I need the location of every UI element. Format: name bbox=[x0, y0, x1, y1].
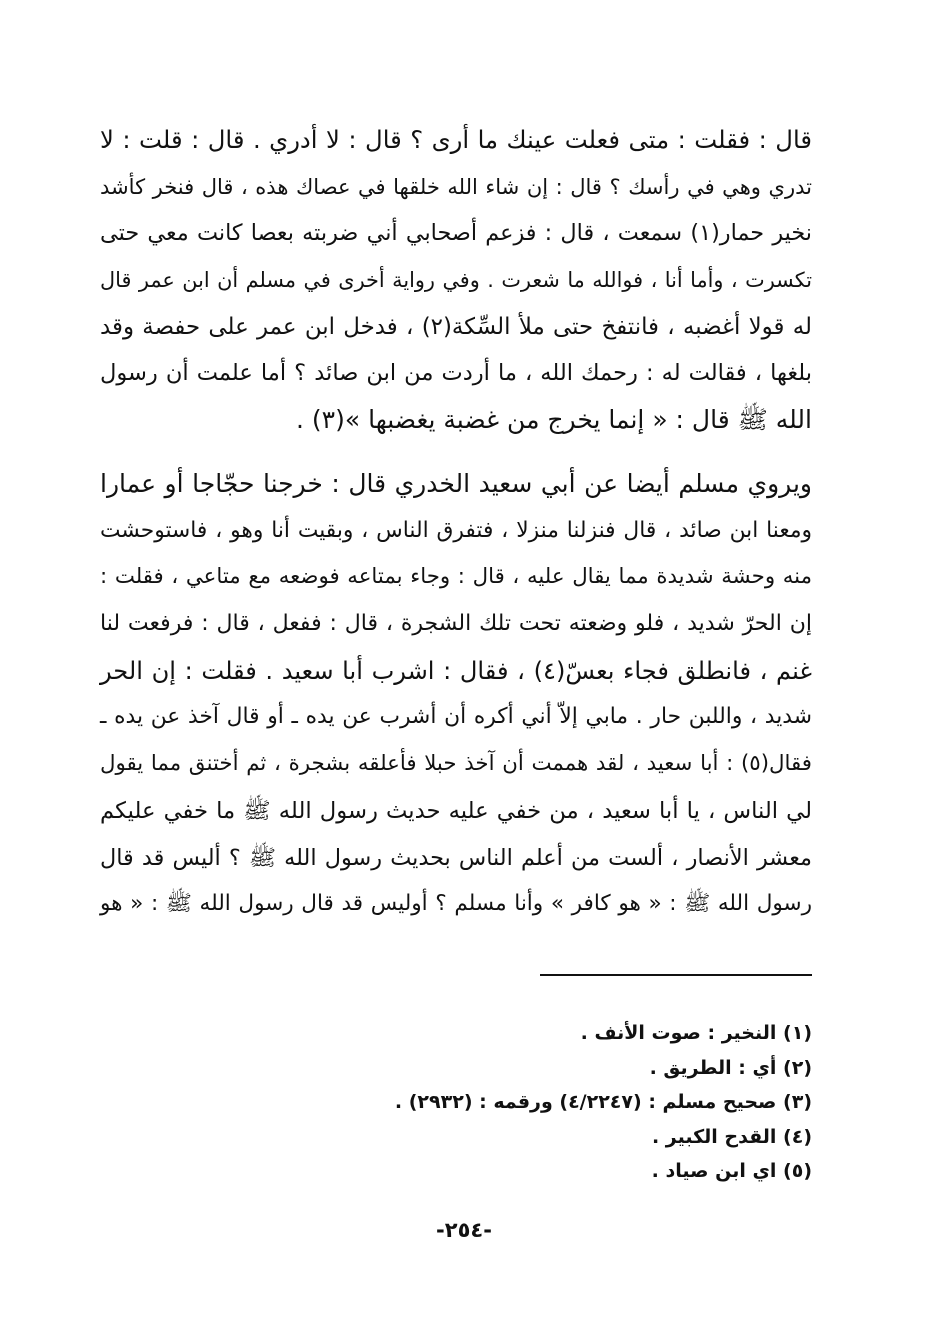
footnote: (٥) اي ابن صياد . bbox=[651, 1160, 812, 1183]
footnote: (٤) القدح الكبير . bbox=[651, 1125, 812, 1148]
text-line: شديد ، واللبن حار . مابي إلاّ أني أكره أن أشرب عن يده ـ أو قال آخذ عن يده ـ bbox=[100, 704, 812, 730]
text-line: نخير حمار(١) سمعت ، قال : فزعم أصحابي أني ضربته بعصا كانت معي حتى bbox=[100, 220, 813, 247]
text-line: غنم ، فانطلق فجاء بعسّ(٤) ، فقال : اشرب أبا سعيد . فقلت : إن الحر bbox=[100, 656, 812, 685]
footnote: (١) النخير : صوت الأنف . bbox=[580, 1022, 812, 1044]
text-line: لي الناس ، يا أبا سعيد ، من خفي عليه حديث رسول الله ﷺ ما خفي عليكم bbox=[100, 797, 812, 824]
footnote-divider bbox=[540, 974, 812, 976]
footnotes bbox=[100, 1016, 812, 1189]
text-line: تكسرت ، وأما أنا ، فوالله ما شعرت . وفي رواية أخرى في مسلم أن ابن عمر قال bbox=[100, 268, 812, 293]
text-line: ويروي مسلم أيضا عن أبي سعيد الخدري قال : خرجنا حجّاجا أو عمارا bbox=[100, 469, 812, 498]
text-line: قال : فقلت : متى فعلت عينك ما أرى ؟ قال : لا أدري . قال : قلت : لا bbox=[100, 125, 812, 154]
page-number: -٢٥٤- bbox=[436, 1218, 492, 1242]
text-line: إن الحرّ شديد ، فلو وضعته تحت تلك الشجرة ، قال : ففعل ، قال : فرفعت لنا bbox=[100, 611, 812, 637]
text-line: فقال(٥) : أبا سعيد ، لقد هممت أن آخذ حبلا فأعلقه بشجرة ، ثم أختنق مما يقول bbox=[100, 751, 812, 777]
body-paragraph bbox=[100, 117, 812, 444]
body-paragraph bbox=[100, 461, 812, 928]
text-line: ومعنا ابن صائد ، قال فنزلنا منزلا ، فتفرق الناس ، وبقيت أنا وهو ، فاستوحشت bbox=[100, 517, 812, 543]
text-line: الله ﷺ قال : « إنما يخرج من غضبة يغضبها »(٣) . bbox=[295, 405, 812, 435]
text-line: بلغها ، فقالت له : رحمك الله ، ما أردت من ابن صائد ؟ أما علمت أن رسول bbox=[100, 360, 812, 387]
text-line: منه وحشة شديدة مما يقال عليه ، قال : وجاء بمتاعه فوضعه مع متاعي ، فقلت : bbox=[100, 564, 812, 590]
text-line: له قولا أغضبه ، فانتفخ حتى ملأ السِّكة(٢) ، فدخل ابن عمر على حفصة وقد bbox=[100, 313, 812, 340]
text-line: معشر الأنصار ، ألست من أعلم الناس بحديث رسول الله ﷺ ؟ أليس قد قال bbox=[100, 844, 812, 871]
footnote: (٣) صحيح مسلم : (٤/٢٢٤٧) ورقمه : (٢٩٣٢) . bbox=[394, 1091, 812, 1114]
text-line: تدري وهي في رأسك ؟ قال : إن شاء الله خلقها في عصاك هذه ، قال فنخر كأشد bbox=[100, 173, 812, 199]
text-line: رسول الله ﷺ : « هو كافر » وأنا مسلم ؟ أوليس قد قال رسول الله ﷺ : « هو bbox=[100, 891, 812, 917]
footnote: (٢) أي : الطريق . bbox=[649, 1056, 812, 1079]
